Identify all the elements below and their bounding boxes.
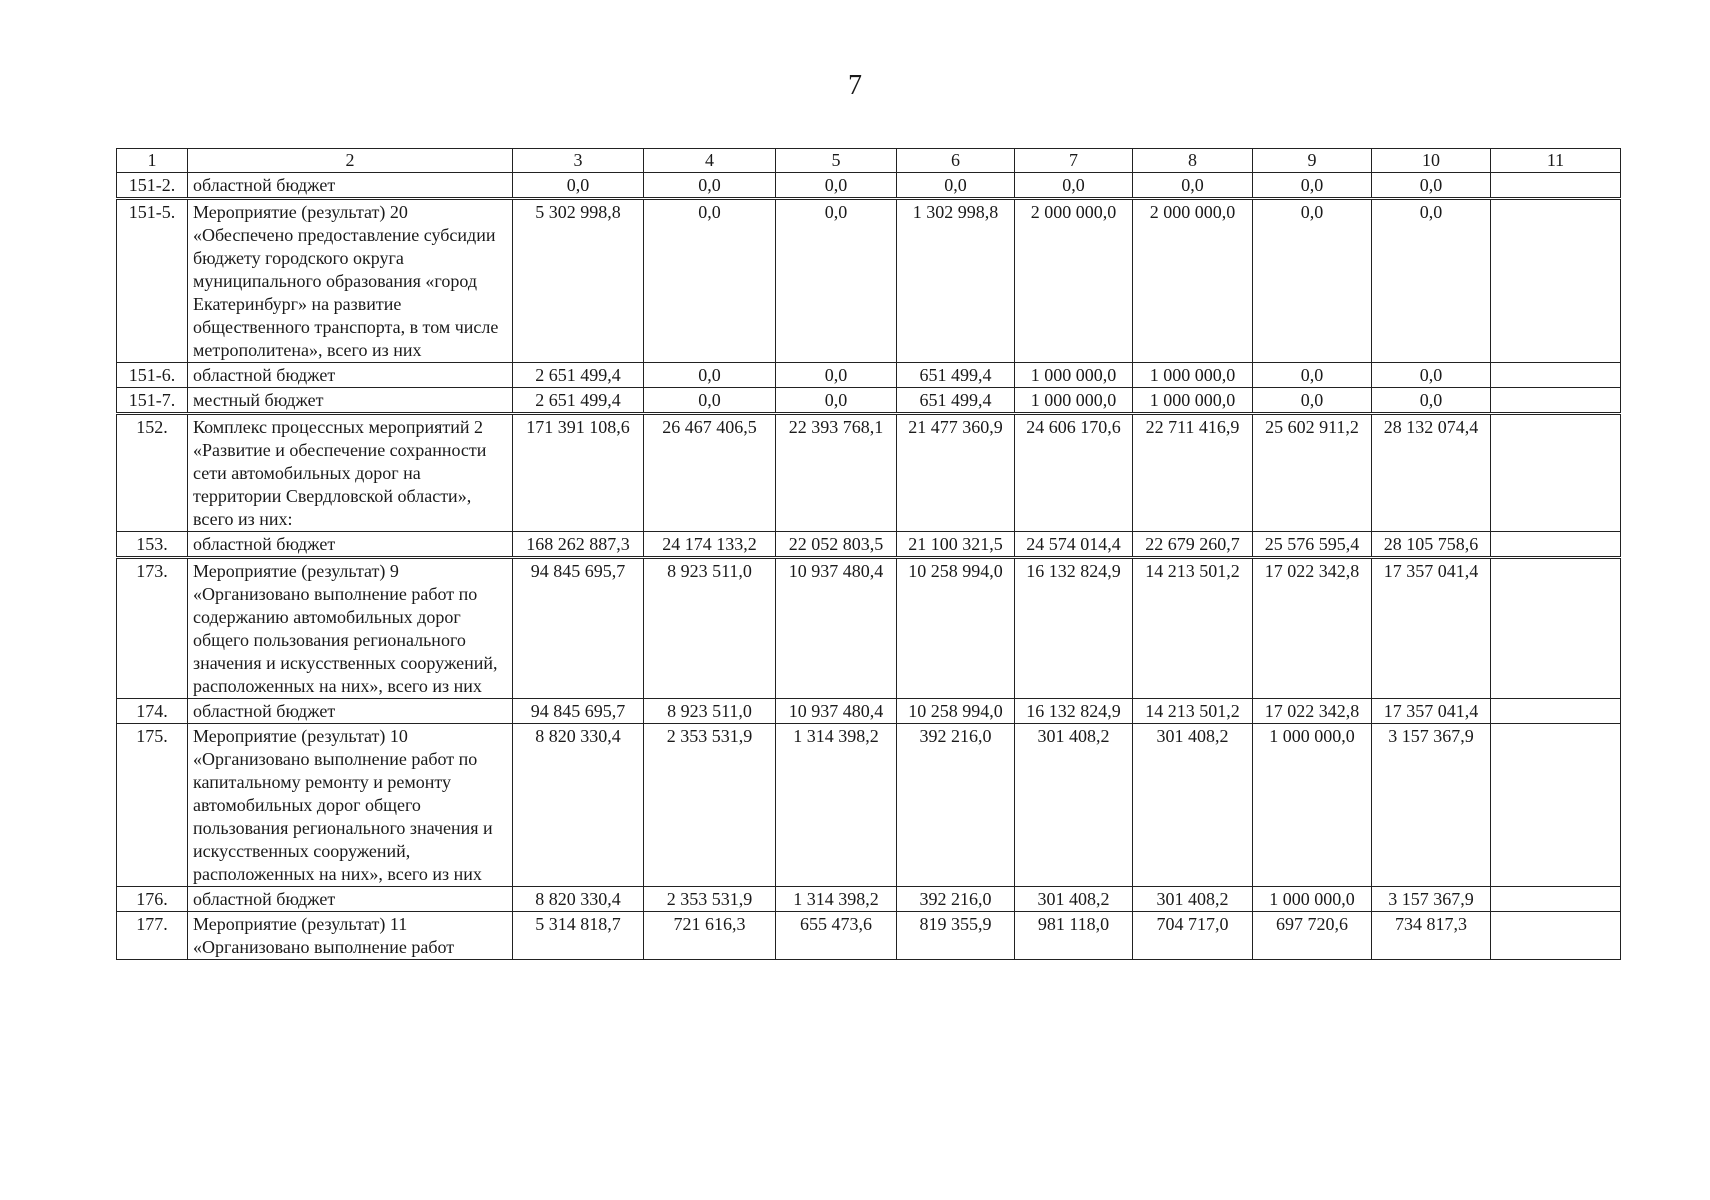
column-header: 2 — [188, 149, 513, 173]
table-row — [117, 887, 1621, 912]
value-cell-col-10: 28 105 758,6 — [1372, 532, 1491, 558]
value-cell-col-5: 1 314 398,2 — [776, 724, 897, 887]
value-cell-col-5: 0,0 — [776, 173, 897, 199]
value-cell-col-5: 22 052 803,5 — [776, 532, 897, 558]
value-cell-col-11 — [1491, 912, 1621, 960]
row-description: Комплекс процессных мероприятий 2 «Развитие и обеспечение сохранности сети автомобильных дорог на территории Свердловской области», всего из них: — [188, 414, 513, 532]
column-header: 1 — [117, 149, 188, 173]
table-row — [117, 532, 1621, 558]
value-cell-col-8: 301 408,2 — [1133, 887, 1253, 912]
value-cell-col-11 — [1491, 199, 1621, 363]
value-cell-col-5: 0,0 — [776, 199, 897, 363]
row-description: местный бюджет — [188, 388, 513, 414]
value-cell-col-9: 1 000 000,0 — [1253, 724, 1372, 887]
value-cell-col-4: 0,0 — [644, 363, 776, 388]
row-number: 152. — [117, 414, 188, 532]
row-number: 151-5. — [117, 199, 188, 363]
row-number: 173. — [117, 558, 188, 699]
value-cell-col-6: 651 499,4 — [897, 388, 1015, 414]
value-cell-col-3: 5 302 998,8 — [513, 199, 644, 363]
value-cell-col-10: 17 357 041,4 — [1372, 699, 1491, 724]
value-cell-col-4: 26 467 406,5 — [644, 414, 776, 532]
value-cell-col-8: 1 000 000,0 — [1133, 388, 1253, 414]
value-cell-col-11 — [1491, 173, 1621, 199]
table-row — [117, 388, 1621, 414]
column-header: 9 — [1253, 149, 1372, 173]
value-cell-col-7: 2 000 000,0 — [1015, 199, 1133, 363]
value-cell-col-10: 3 157 367,9 — [1372, 724, 1491, 887]
row-number: 177. — [117, 912, 188, 960]
column-header: 3 — [513, 149, 644, 173]
value-cell-col-4: 0,0 — [644, 199, 776, 363]
row-number: 175. — [117, 724, 188, 887]
value-cell-col-3: 94 845 695,7 — [513, 699, 644, 724]
value-cell-col-7: 1 000 000,0 — [1015, 363, 1133, 388]
row-description: областной бюджет — [188, 699, 513, 724]
value-cell-col-10: 0,0 — [1372, 388, 1491, 414]
value-cell-col-7: 981 118,0 — [1015, 912, 1133, 960]
row-description: областной бюджет — [188, 887, 513, 912]
value-cell-col-10: 28 132 074,4 — [1372, 414, 1491, 532]
row-description: областной бюджет — [188, 363, 513, 388]
value-cell-col-8: 22 679 260,7 — [1133, 532, 1253, 558]
value-cell-col-8: 0,0 — [1133, 173, 1253, 199]
value-cell-col-10: 734 817,3 — [1372, 912, 1491, 960]
value-cell-col-5: 10 937 480,4 — [776, 699, 897, 724]
value-cell-col-10: 0,0 — [1372, 199, 1491, 363]
value-cell-col-3: 2 651 499,4 — [513, 363, 644, 388]
value-cell-col-4: 0,0 — [644, 388, 776, 414]
row-description: Мероприятие (результат) 11 «Организовано выполнение работ — [188, 912, 513, 960]
row-number: 151-7. — [117, 388, 188, 414]
value-cell-col-7: 301 408,2 — [1015, 887, 1133, 912]
value-cell-col-4: 8 923 511,0 — [644, 558, 776, 699]
value-cell-col-6: 819 355,9 — [897, 912, 1015, 960]
row-number: 174. — [117, 699, 188, 724]
value-cell-col-6: 392 216,0 — [897, 724, 1015, 887]
value-cell-col-3: 5 314 818,7 — [513, 912, 644, 960]
value-cell-col-7: 0,0 — [1015, 173, 1133, 199]
value-cell-col-11 — [1491, 414, 1621, 532]
value-cell-col-10: 0,0 — [1372, 173, 1491, 199]
value-cell-col-6: 21 477 360,9 — [897, 414, 1015, 532]
value-cell-col-5: 1 314 398,2 — [776, 887, 897, 912]
value-cell-col-4: 721 616,3 — [644, 912, 776, 960]
value-cell-col-8: 22 711 416,9 — [1133, 414, 1253, 532]
value-cell-col-9: 0,0 — [1253, 363, 1372, 388]
value-cell-col-8: 2 000 000,0 — [1133, 199, 1253, 363]
column-header: 8 — [1133, 149, 1253, 173]
budget-table — [116, 148, 1621, 960]
value-cell-col-9: 25 602 911,2 — [1253, 414, 1372, 532]
value-cell-col-11 — [1491, 724, 1621, 887]
row-number: 151-6. — [117, 363, 188, 388]
value-cell-col-6: 651 499,4 — [897, 363, 1015, 388]
column-header: 4 — [644, 149, 776, 173]
column-header: 10 — [1372, 149, 1491, 173]
table-header-row — [117, 149, 1621, 173]
table-row — [117, 414, 1621, 532]
table-row — [117, 724, 1621, 887]
value-cell-col-7: 1 000 000,0 — [1015, 388, 1133, 414]
value-cell-col-9: 1 000 000,0 — [1253, 887, 1372, 912]
table-row — [117, 699, 1621, 724]
value-cell-col-9: 0,0 — [1253, 173, 1372, 199]
column-header: 11 — [1491, 149, 1621, 173]
table-row — [117, 173, 1621, 199]
value-cell-col-6: 21 100 321,5 — [897, 532, 1015, 558]
row-description: областной бюджет — [188, 532, 513, 558]
value-cell-col-11 — [1491, 887, 1621, 912]
row-description: Мероприятие (результат) 9 «Организовано выполнение работ по содержанию автомобильных дорог общего пользования регионального значения и искусственных сооружений, расположенных на них», всего из них — [188, 558, 513, 699]
value-cell-col-6: 1 302 998,8 — [897, 199, 1015, 363]
value-cell-col-5: 22 393 768,1 — [776, 414, 897, 532]
value-cell-col-9: 697 720,6 — [1253, 912, 1372, 960]
row-description: областной бюджет — [188, 173, 513, 199]
value-cell-col-3: 171 391 108,6 — [513, 414, 644, 532]
value-cell-col-7: 16 132 824,9 — [1015, 699, 1133, 724]
column-header: 6 — [897, 149, 1015, 173]
value-cell-col-4: 2 353 531,9 — [644, 724, 776, 887]
value-cell-col-3: 8 820 330,4 — [513, 724, 644, 887]
value-cell-col-5: 0,0 — [776, 388, 897, 414]
value-cell-col-3: 2 651 499,4 — [513, 388, 644, 414]
value-cell-col-5: 10 937 480,4 — [776, 558, 897, 699]
row-number: 151-2. — [117, 173, 188, 199]
value-cell-col-4: 8 923 511,0 — [644, 699, 776, 724]
value-cell-col-8: 14 213 501,2 — [1133, 558, 1253, 699]
column-header: 7 — [1015, 149, 1133, 173]
value-cell-col-6: 10 258 994,0 — [897, 699, 1015, 724]
value-cell-col-6: 392 216,0 — [897, 887, 1015, 912]
column-header: 5 — [776, 149, 897, 173]
value-cell-col-6: 10 258 994,0 — [897, 558, 1015, 699]
value-cell-col-8: 301 408,2 — [1133, 724, 1253, 887]
value-cell-col-9: 25 576 595,4 — [1253, 532, 1372, 558]
value-cell-col-3: 8 820 330,4 — [513, 887, 644, 912]
value-cell-col-11 — [1491, 699, 1621, 724]
value-cell-col-3: 0,0 — [513, 173, 644, 199]
value-cell-col-8: 704 717,0 — [1133, 912, 1253, 960]
table-row — [117, 558, 1621, 699]
value-cell-col-4: 2 353 531,9 — [644, 887, 776, 912]
value-cell-col-6: 0,0 — [897, 173, 1015, 199]
row-description: Мероприятие (результат) 20 «Обеспечено предоставление субсидии бюджету городского округа муниципального образования «город Екатеринбург» на развитие общественного транспорта, в том числе метрополитена», всего из них — [188, 199, 513, 363]
value-cell-col-11 — [1491, 532, 1621, 558]
value-cell-col-11 — [1491, 558, 1621, 699]
value-cell-col-9: 0,0 — [1253, 388, 1372, 414]
table-row — [117, 199, 1621, 363]
value-cell-col-10: 0,0 — [1372, 363, 1491, 388]
value-cell-col-5: 0,0 — [776, 363, 897, 388]
value-cell-col-9: 17 022 342,8 — [1253, 558, 1372, 699]
value-cell-col-4: 24 174 133,2 — [644, 532, 776, 558]
value-cell-col-9: 17 022 342,8 — [1253, 699, 1372, 724]
value-cell-col-7: 301 408,2 — [1015, 724, 1133, 887]
value-cell-col-4: 0,0 — [644, 173, 776, 199]
row-number: 153. — [117, 532, 188, 558]
value-cell-col-10: 3 157 367,9 — [1372, 887, 1491, 912]
value-cell-col-9: 0,0 — [1253, 199, 1372, 363]
table-row — [117, 912, 1621, 960]
value-cell-col-11 — [1491, 388, 1621, 414]
table-row — [117, 363, 1621, 388]
value-cell-col-7: 24 574 014,4 — [1015, 532, 1133, 558]
value-cell-col-10: 17 357 041,4 — [1372, 558, 1491, 699]
value-cell-col-3: 94 845 695,7 — [513, 558, 644, 699]
value-cell-col-7: 24 606 170,6 — [1015, 414, 1133, 532]
value-cell-col-8: 1 000 000,0 — [1133, 363, 1253, 388]
value-cell-col-7: 16 132 824,9 — [1015, 558, 1133, 699]
page-number: 7 — [848, 70, 862, 101]
row-number: 176. — [117, 887, 188, 912]
value-cell-col-11 — [1491, 363, 1621, 388]
value-cell-col-3: 168 262 887,3 — [513, 532, 644, 558]
row-description: Мероприятие (результат) 10 «Организовано выполнение работ по капитальному ремонту и ремонту автомобильных дорог общего пользования регионального значения и искусственных сооружений, расположенных на них», всего из них — [188, 724, 513, 887]
value-cell-col-8: 14 213 501,2 — [1133, 699, 1253, 724]
value-cell-col-5: 655 473,6 — [776, 912, 897, 960]
